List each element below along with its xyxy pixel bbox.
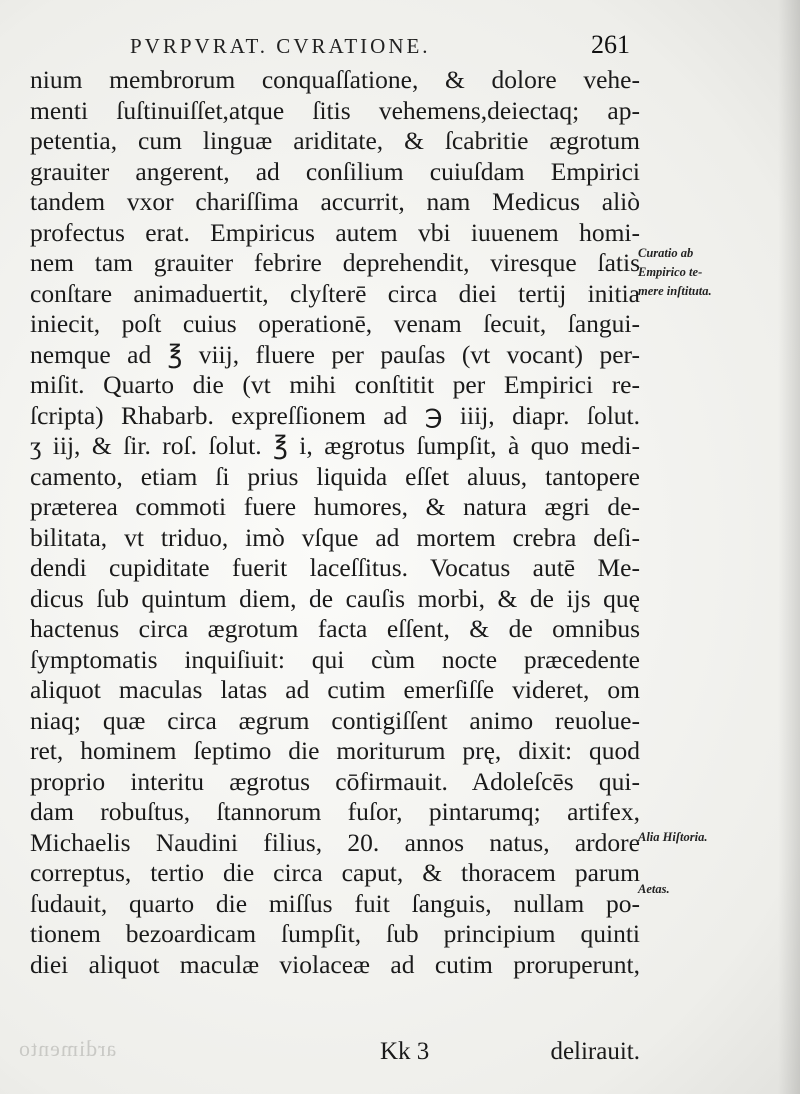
text-line: ʒ iij, & ſir. roſ. ſolut. ℥ i, ægrotus ſumpſit, à quo medi-	[30, 431, 640, 460]
text-line: correptus, tertio die circa caput, & thoracem parum	[30, 858, 640, 887]
text-line: ſymptomatis inquiſiuit: qui cùm nocte præcedente	[30, 644, 640, 674]
text-line: nem tam grauiter febrire deprehendit, viresque ſatis	[30, 248, 640, 277]
text-line: Michaelis Naudini filius, 20. annos natus, ardore	[30, 827, 640, 857]
page-number: 261	[591, 30, 630, 59]
catchword: delirauit.	[550, 1038, 640, 1065]
text-line: petentia, cum linguæ ariditate, & ſcabritie ægrotum	[30, 126, 640, 155]
text-line: tionem bezoardicam ſumpſit, ſub principium quinti	[30, 919, 640, 948]
text-line: menti ſuſtinuiſſet,atque ſitis vehemens,deiectaq; ap-	[30, 95, 640, 125]
page-footer	[380, 1038, 640, 1072]
text-line: ret, hominem ſeptimo die moriturum prę, dixit: quod	[30, 736, 640, 765]
text-line: dam robuſtus, ſtannorum fuſor, pintarumq; artifex,	[30, 797, 640, 826]
text-line: niaq; quæ circa ægrum contigiſſent animo reuolue-	[30, 705, 640, 735]
running-head: PVRPVRAT. CVRATIONE.	[130, 34, 431, 58]
text-line: tandem vxor chariſſima accurrit, nam Medicus aliò	[30, 187, 640, 216]
text-line: ſudauit, quarto die miſſus fuit ſanguis, nullam po-	[30, 888, 640, 918]
marginal-note-line: Empirico te-	[638, 265, 703, 279]
marginal-note-alia-historia: Alia Hiſtoria.	[638, 830, 708, 844]
main-text-block	[30, 65, 640, 980]
marginal-note-aetas: Aetas.	[638, 882, 670, 896]
text-line: bilitata, vt triduo, imò vſque ad mortem crebra deſi-	[30, 522, 640, 552]
page-header	[130, 30, 630, 60]
text-line: dendi cupiditate fuerit laceſſitus. Vocatus autē Me-	[30, 553, 640, 582]
text-line: nemque ad ℥ viij, fluere per pauſas (vt vocant) per-	[30, 339, 640, 369]
text-line: præterea commoti fuere humores, & natura ægri de-	[30, 492, 640, 521]
show-through-text: ardimento	[18, 1036, 117, 1061]
text-line: aliquot maculas latas ad cutim emerſiſſe videret, om	[30, 675, 640, 704]
marginal-note-line: Curatio ab	[638, 246, 694, 260]
text-line: ſcripta) Rhabarb. expreſſionem ad ℈ iiij, diapr. ſolut.	[30, 400, 640, 430]
marginal-note-curatio	[638, 244, 712, 301]
text-line: camento, etiam ſi prius liquida eſſet aluus, tantopere	[30, 461, 640, 491]
text-line: dicus ſub quintum diem, de cauſis morbi, & de ijs quę	[30, 583, 640, 613]
text-line: diei aliquot maculæ violaceæ ad cutim proruperunt,	[30, 949, 640, 979]
text-line: nium membrorum conquaſſatione, & dolore vehe-	[30, 65, 640, 94]
text-line: proprio interitu ægrotus cōfirmauit. Adoleſcēs qui-	[30, 766, 640, 796]
text-line: profectus erat. Empiricus autem vbi iuuenem homi-	[30, 217, 640, 247]
signature-mark: Kk 3	[380, 1038, 430, 1065]
text-line: grauiter angerent, ad conſilium cuiuſdam Empirici	[30, 156, 640, 186]
marginal-note-line: mere inſtituta.	[638, 284, 712, 298]
text-line: conſtare animaduertit, clyſterē circa diei tertij initia	[30, 278, 640, 308]
text-line: iniecit, poſt cuius operationē, venam ſecuit, ſangui-	[30, 309, 640, 338]
text-line: hactenus circa ægrotum facta eſſent, & de omnibus	[30, 614, 640, 643]
page-edge-shadow	[778, 0, 800, 1094]
text-line: miſit. Quarto die (vt mihi conſtitit per Empirici re-	[30, 370, 640, 399]
